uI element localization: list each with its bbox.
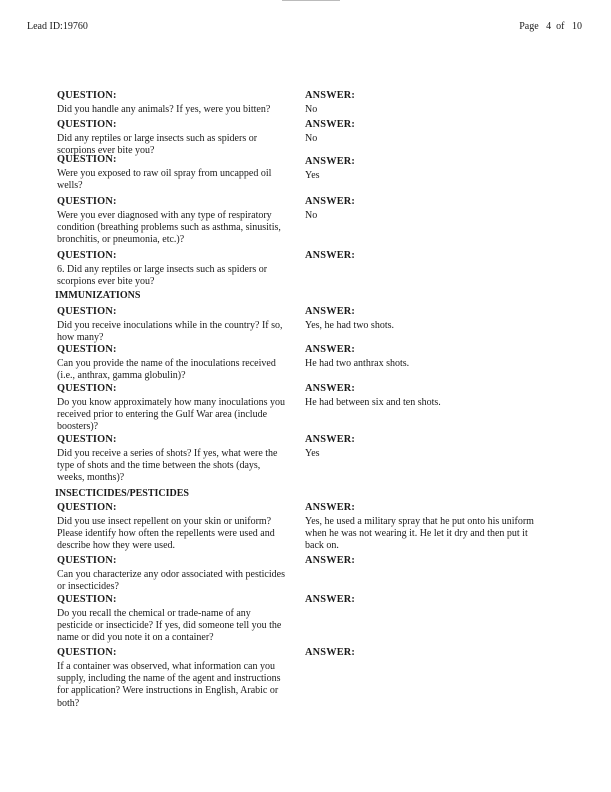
answer-label: ANSWER: xyxy=(305,594,356,605)
question-label: QUESTION: xyxy=(57,154,117,165)
question-text: Did you receive inoculations while in the country? If so, xyxy=(57,319,283,331)
section-immunizations: IMMUNIZATIONS xyxy=(55,290,141,301)
question-text: If a container was observed, what information can you xyxy=(57,660,275,672)
question-label: QUESTION: xyxy=(57,196,117,207)
question-text: describe how they were used. xyxy=(57,540,176,552)
answer-label: ANSWER: xyxy=(305,196,356,207)
question-block xyxy=(57,154,271,192)
answer-block xyxy=(305,250,355,264)
scan-mark xyxy=(282,0,340,1)
answer-block xyxy=(305,383,441,409)
question-text: Do you recall the chemical or trade-name of any xyxy=(57,607,251,619)
answer-block xyxy=(305,502,534,553)
answer-text: No xyxy=(305,209,318,221)
answer-text: No xyxy=(305,132,318,144)
question-text: Did any reptiles or large insects such as spiders or xyxy=(57,132,258,144)
answer-text: when he was not wearing it. He let it dry and then put it xyxy=(305,528,528,540)
question-block xyxy=(57,119,257,157)
question-block xyxy=(57,434,277,485)
question-text: Did you handle any animals? If yes, were you bitten? xyxy=(57,103,271,115)
question-block xyxy=(57,196,281,247)
answer-text: He had between six and ten shots. xyxy=(305,396,441,408)
answer-label: ANSWER: xyxy=(305,250,356,261)
answer-block xyxy=(305,90,355,116)
answer-text: Yes, he used a military spray that he put onto his uniform xyxy=(305,515,534,527)
answer-text: He had two anthrax shots. xyxy=(305,357,410,369)
answer-block xyxy=(305,306,394,332)
question-text: scorpions ever bite you? xyxy=(57,276,155,288)
question-text: how many? xyxy=(57,332,104,344)
answer-text: Yes xyxy=(305,169,320,181)
page-number: Page 4 of 10 xyxy=(519,21,582,32)
answer-block xyxy=(305,555,355,569)
question-label: QUESTION: xyxy=(57,383,117,394)
answer-label: ANSWER: xyxy=(305,555,356,566)
answer-label: ANSWER: xyxy=(305,119,356,130)
answer-label: ANSWER: xyxy=(305,90,356,101)
answer-label: ANSWER: xyxy=(305,647,356,658)
answer-label: ANSWER: xyxy=(305,502,356,513)
question-text: supply, including the name of the agent and instructions xyxy=(57,673,281,685)
answer-text: Yes, he had two shots. xyxy=(305,319,394,331)
question-label: QUESTION: xyxy=(57,647,117,658)
question-text: for application? Were instructions in English, Arabic or xyxy=(57,685,279,697)
question-label: QUESTION: xyxy=(57,344,117,355)
question-text: Can you characterize any odor associated with pesticides xyxy=(57,568,285,580)
question-text: wells? xyxy=(57,180,83,192)
question-text: Did you receive a series of shots? If yes, what were the xyxy=(57,447,278,459)
question-block xyxy=(57,306,283,344)
answer-block xyxy=(305,156,355,182)
answer-block xyxy=(305,594,355,608)
question-text: Were you ever diagnosed with any type of respiratory xyxy=(57,209,272,221)
question-text: boosters)? xyxy=(57,421,99,433)
question-text: type of shots and the time between the shots (days, xyxy=(57,460,261,472)
answer-label: ANSWER: xyxy=(305,434,356,445)
answer-label: ANSWER: xyxy=(305,306,356,317)
answer-label: ANSWER: xyxy=(305,344,356,355)
question-label: QUESTION: xyxy=(57,502,117,513)
answer-label: ANSWER: xyxy=(305,383,356,394)
question-text: pesticide or insecticide? If yes, did someone tell you the xyxy=(57,620,282,632)
question-text: Can you provide the name of the inoculations received xyxy=(57,357,276,369)
question-label: QUESTION: xyxy=(57,119,117,130)
question-text: received prior to entering the Gulf War area (include xyxy=(57,409,268,421)
answer-label: ANSWER: xyxy=(305,156,356,167)
question-text: bronchitis, or pneumonia, etc.)? xyxy=(57,234,185,246)
question-block xyxy=(57,344,276,382)
question-text: Were you exposed to raw oil spray from uncapped oil xyxy=(57,167,272,179)
question-block xyxy=(57,90,270,116)
question-text: condition (breathing problems such as asthma, sinusitis, xyxy=(57,222,281,234)
question-block xyxy=(57,647,280,710)
question-text: Please identify how often the repellents were used and xyxy=(57,528,275,540)
question-label: QUESTION: xyxy=(57,250,117,261)
question-text: weeks, months)? xyxy=(57,472,125,484)
answer-text: Yes xyxy=(305,447,320,459)
question-block xyxy=(57,555,285,593)
question-label: QUESTION: xyxy=(57,434,117,445)
lead-id: Lead ID:19760 xyxy=(27,21,88,32)
question-text: 6. Did any reptiles or large insects such as spiders or xyxy=(57,263,268,275)
answer-block xyxy=(305,119,355,145)
question-text: Do you know approximately how many inoculations you xyxy=(57,396,286,408)
question-block xyxy=(57,383,285,434)
question-text: both? xyxy=(57,697,80,709)
question-text: name or did you note it on a container? xyxy=(57,632,214,644)
question-text: Did you use insect repellent on your skin or uniform? xyxy=(57,515,272,527)
question-label: QUESTION: xyxy=(57,306,117,317)
question-text: or insecticides? xyxy=(57,581,119,593)
question-text: scorpions ever bite you? xyxy=(57,145,155,157)
answer-text: No xyxy=(305,103,318,115)
question-block xyxy=(57,502,275,553)
answer-block xyxy=(305,434,355,460)
question-block xyxy=(57,594,281,645)
question-label: QUESTION: xyxy=(57,555,117,566)
answer-text: back on. xyxy=(305,540,339,552)
section-insecticides: INSECTICIDES/PESTICIDES xyxy=(55,488,189,499)
question-text: (i.e., anthrax, gamma globulin)? xyxy=(57,370,186,382)
question-label: QUESTION: xyxy=(57,594,117,605)
question-label: QUESTION: xyxy=(57,90,117,101)
answer-block xyxy=(305,647,355,661)
question-block xyxy=(57,250,267,288)
answer-block xyxy=(305,196,355,222)
answer-block xyxy=(305,344,409,370)
